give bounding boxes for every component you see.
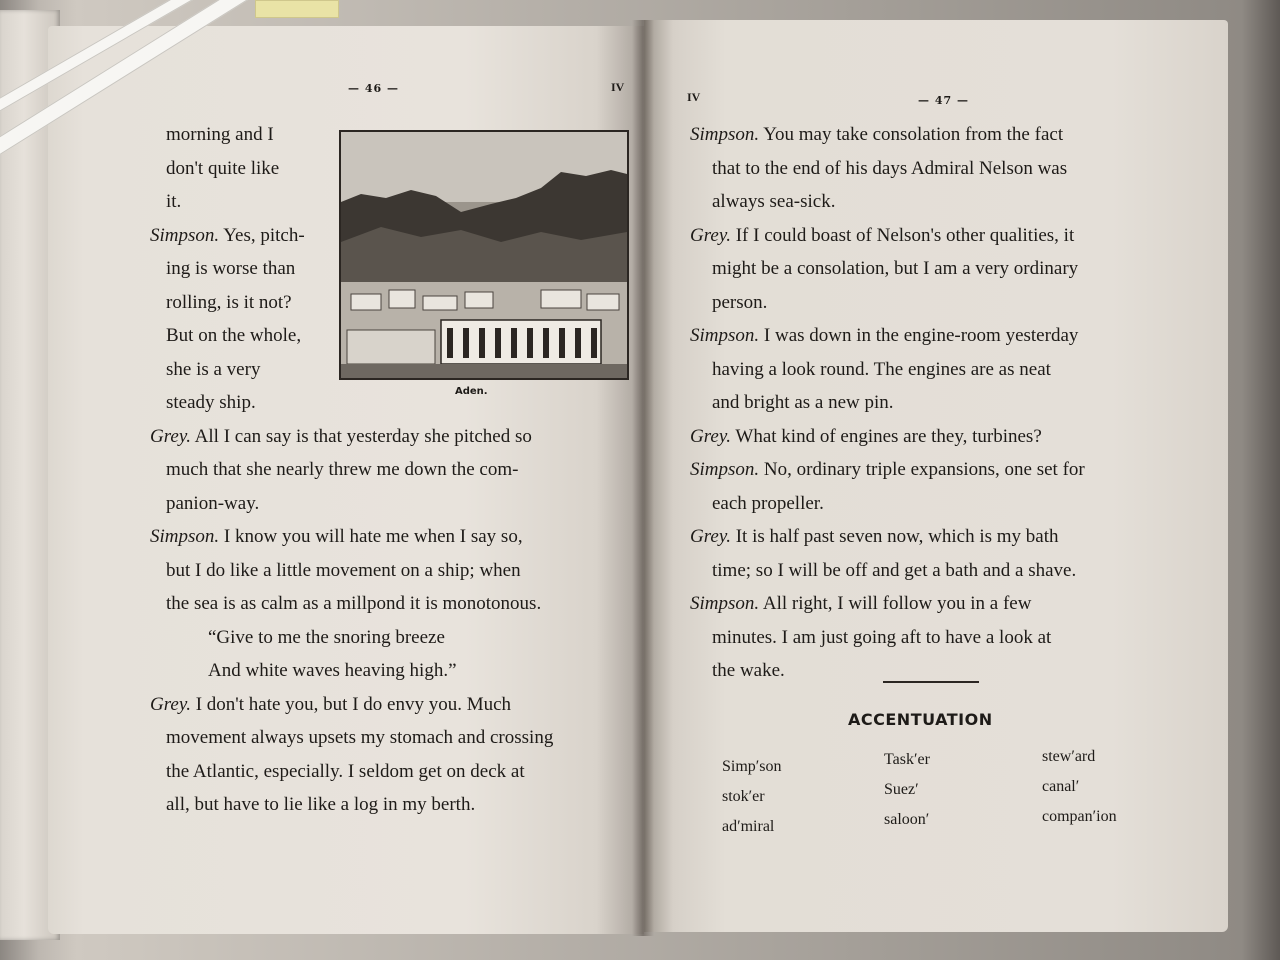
speaker-name: Simpson.	[690, 124, 760, 145]
speaker-name: Simpson.	[690, 593, 760, 614]
text-line	[690, 621, 1085, 655]
line-text: I don't hate you, but I do envy you. Much	[190, 693, 512, 715]
text-line	[690, 420, 1085, 454]
speaker-name: Simpson.	[690, 325, 760, 346]
text-line	[150, 487, 553, 521]
text-line	[150, 755, 553, 789]
accentuation-word: stew′ard	[1042, 748, 1096, 765]
line-text: movement always upsets my stomach and crossing	[166, 727, 554, 748]
text-line	[690, 554, 1085, 588]
section-divider	[883, 681, 979, 683]
text-line	[150, 554, 553, 588]
text-line	[150, 420, 553, 454]
text-line	[150, 688, 553, 722]
accentuation-word: Simp′son	[722, 758, 782, 775]
line-text: each propeller.	[712, 492, 824, 514]
speaker-name: Simpson.	[690, 459, 760, 480]
line-text: time; so I will be off and get a bath and a shave.	[712, 559, 1077, 581]
line-text: No, ordinary triple expansions, one set for	[759, 459, 1085, 480]
line-text: I know you will hate me when I say so,	[219, 526, 523, 547]
line-text: And white waves heaving high.”	[208, 660, 457, 681]
line-text: panion-way.	[166, 492, 260, 514]
line-text: minutes. I am just going aft to have a look at	[712, 626, 1052, 648]
line-text: and bright as a new pin.	[712, 392, 894, 413]
accentuation-word: canal′	[1042, 778, 1080, 795]
sticky-tab	[255, 0, 339, 18]
text-line	[150, 252, 553, 286]
text-line	[150, 587, 553, 621]
left-page-number: — 46 —	[348, 82, 399, 95]
speaker-name: Grey.	[690, 425, 731, 447]
accentuation-word: saloon′	[884, 811, 930, 828]
line-text: always sea-sick.	[712, 191, 836, 212]
line-text: steady ship.	[166, 392, 256, 413]
text-line	[690, 587, 1085, 621]
text-line	[150, 386, 553, 420]
accentuation-column	[722, 752, 782, 842]
line-text: morning and I	[166, 124, 274, 145]
accentuation-word: ad′miral	[722, 818, 775, 835]
line-text: the Atlantic, especially. I seldom get on deck at	[166, 760, 525, 782]
text-line	[690, 252, 1085, 286]
line-text: What kind of engines are they, turbines?	[730, 425, 1042, 447]
text-line	[150, 788, 553, 822]
text-line	[150, 520, 553, 554]
left-page-text	[150, 118, 553, 822]
book-spine-shadow	[632, 20, 654, 936]
line-text: that to the end of his days Admiral Nelson was	[712, 157, 1068, 179]
text-line	[150, 219, 553, 253]
line-text: All right, I will follow you in a few	[759, 593, 1032, 614]
text-line	[690, 286, 1085, 320]
line-text: having a look round. The engines are as neat	[712, 358, 1051, 380]
text-line	[690, 219, 1085, 253]
line-text: All I can say is that yesterday she pitched so	[190, 425, 532, 447]
text-line	[150, 152, 553, 186]
text-line	[690, 520, 1085, 554]
line-text: ing is worse than	[166, 258, 296, 279]
accentuation-column	[884, 745, 930, 835]
line-text: You may take consolation from the fact	[759, 124, 1064, 145]
text-line	[150, 118, 553, 152]
text-line	[150, 319, 553, 353]
line-text: rolling, is it not?	[166, 291, 292, 313]
text-line	[690, 185, 1085, 219]
right-chapter-number: IV	[687, 90, 701, 104]
line-text: the sea is as calm as a millpond it is monotonous.	[166, 593, 542, 614]
accentuation-word: compan′ion	[1042, 808, 1117, 825]
text-line	[690, 453, 1085, 487]
speaker-name: Grey.	[150, 693, 191, 715]
text-line	[150, 721, 553, 755]
text-line	[690, 386, 1085, 420]
text-line	[690, 353, 1085, 387]
line-text: Yes, pitch-	[219, 224, 305, 246]
line-text: might be a consolation, but I am a very ordinary	[712, 258, 1079, 279]
line-text: all, but have to lie like a log in my berth.	[166, 794, 476, 815]
line-text: “Give to me the snoring breeze	[208, 626, 445, 648]
text-line	[690, 487, 1085, 521]
photo-caption: Aden.	[455, 386, 488, 397]
line-text: she is a very	[166, 358, 261, 380]
left-chapter-number: IV	[611, 80, 625, 94]
line-text: the wake.	[712, 660, 785, 681]
text-line	[150, 453, 553, 487]
line-text: person.	[712, 291, 768, 313]
line-text: I was down in the engine-room yesterday	[759, 325, 1079, 346]
accentuation-column	[1042, 742, 1117, 832]
right-page-number: — 47 —	[918, 94, 969, 107]
line-text: It is half past seven now, which is my bath	[730, 526, 1059, 547]
section-heading: ACCENTUATION	[848, 710, 993, 729]
text-line	[690, 319, 1085, 353]
accentuation-word: Task′er	[884, 751, 930, 768]
line-text: but I do like a little movement on a ship; when	[166, 559, 521, 581]
speaker-name: Simpson.	[150, 224, 220, 246]
line-text: it.	[166, 191, 182, 212]
line-text: much that she nearly threw me down the com-	[166, 459, 519, 480]
text-line	[150, 621, 553, 655]
text-line	[150, 654, 553, 688]
text-line	[690, 118, 1085, 152]
line-text: If I could boast of Nelson's other qualities, it	[730, 224, 1075, 246]
speaker-name: Grey.	[690, 224, 731, 246]
speaker-name: Grey.	[150, 425, 191, 447]
line-text: don't quite like	[166, 157, 280, 179]
speaker-name: Grey.	[690, 526, 731, 547]
accentuation-word: stok′er	[722, 788, 765, 805]
right-page-text	[690, 118, 1085, 688]
text-line	[150, 185, 553, 219]
line-text: But on the whole,	[166, 325, 302, 346]
text-line	[150, 286, 553, 320]
speaker-name: Simpson.	[150, 526, 220, 547]
text-line	[150, 353, 553, 387]
text-line	[690, 152, 1085, 186]
accentuation-word: Suez′	[884, 781, 919, 798]
